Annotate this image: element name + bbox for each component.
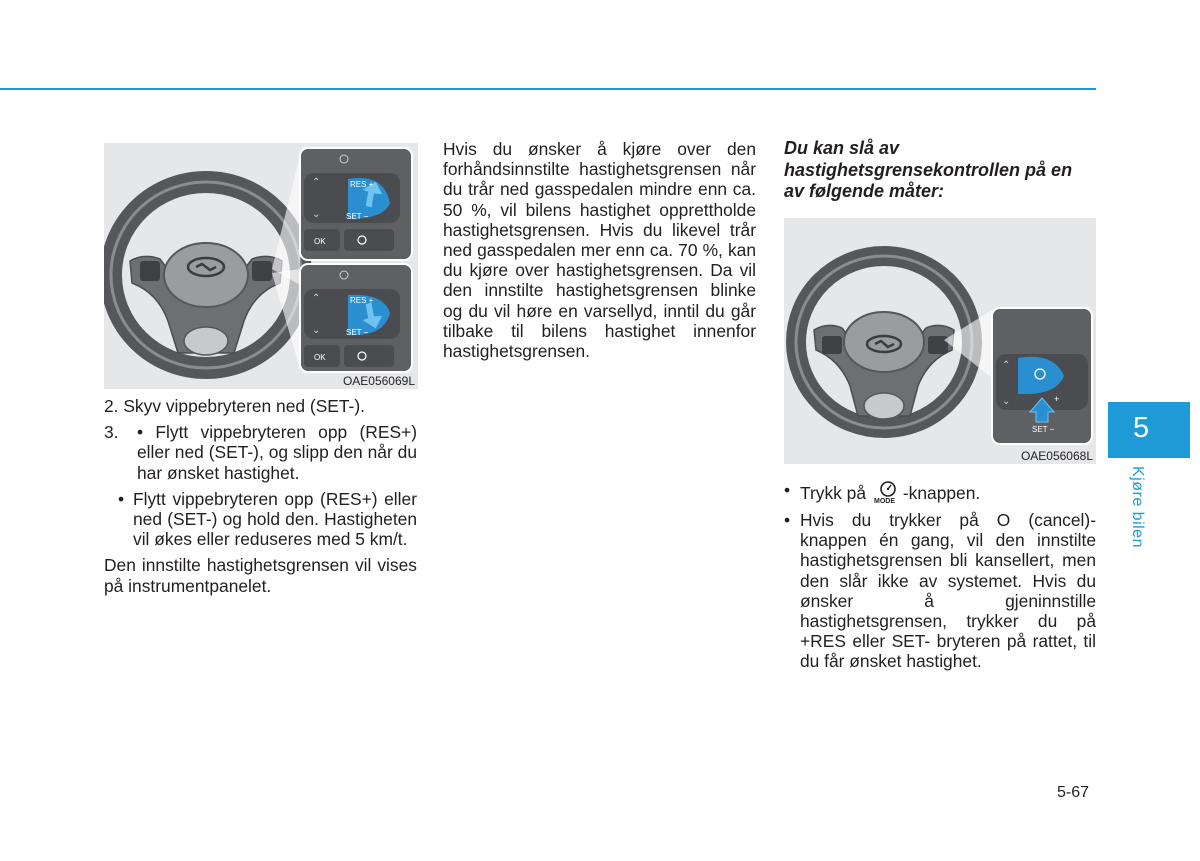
- svg-text:SET −: SET −: [346, 328, 369, 337]
- bullet: •: [784, 510, 791, 530]
- svg-text:SET −: SET −: [346, 212, 369, 221]
- list-item: [784, 480, 1096, 504]
- figure-code: OAE056069L: [342, 374, 415, 388]
- steering-wheel-illustration: [104, 143, 418, 389]
- step-2: 2. Skyv vippebryteren ned (SET-).: [104, 396, 365, 416]
- switch-inset: [992, 308, 1092, 444]
- svg-text:SET −: SET −: [1032, 425, 1055, 434]
- mode-label: MODE: [873, 498, 895, 504]
- svg-text:RES +: RES +: [350, 180, 374, 189]
- step-3-sub-item: [104, 489, 417, 550]
- bullet: •: [118, 488, 125, 509]
- steering-wheel-illustration: [784, 218, 1096, 464]
- svg-text:RES +: RES +: [350, 296, 374, 305]
- section-heading: Du kan slå av hastighetsgrensekontrollen på en av følgende måter:: [784, 138, 1073, 201]
- chapter-number: 5: [1133, 412, 1150, 444]
- steering-wheel-figure-right: [784, 218, 1096, 464]
- steering-wheel-figure-left: [104, 143, 418, 389]
- svg-text:OK: OK: [314, 353, 326, 362]
- step-3-sub-text: Flytt vippebryteren opp (RES+) eller ned (SET-) og hold den. Hastigheten vil økes eller reduseres med 5 km/t.: [133, 488, 417, 550]
- note-text: Den innstilte hastighetsgrensen vil vises på instrumentpanelet.: [104, 555, 417, 596]
- bullet-1-pre: Trykk på: [800, 483, 867, 503]
- chapter-title: Kjøre bilen: [1129, 466, 1146, 548]
- svg-text:⌄: ⌄: [312, 209, 321, 220]
- svg-text:⌄: ⌄: [1002, 396, 1011, 407]
- switch-inset-top: [300, 148, 412, 260]
- step-3: [104, 422, 417, 483]
- svg-text:⌄: ⌄: [312, 325, 321, 336]
- list-item: [784, 510, 1096, 672]
- svg-text:⌃: ⌃: [312, 177, 321, 188]
- svg-text:⌃: ⌃: [1002, 360, 1011, 371]
- body-paragraph: Hvis du ønsker å kjøre over den forhåndsinnstilte hastighetsgrensen når du trår ned gasspedalen mindre enn ca. 50 %, vil bilens hastighet opprettholde hastighetsgrensen. Hvis du likevel trår ned gasspedalen mer enn ca. 70 %, kan du kjøre over hastighetsgrensen. Da vil den innstilte hastighetsgrensen blinke og du vil høre en varsellyd, inntil du går tilbake til bilens hastighet innenfor hastighetsgrensen.: [443, 139, 756, 362]
- step-3-number: 3.: [104, 422, 119, 443]
- chapter-tab: [1108, 402, 1190, 458]
- column-right: [784, 480, 1096, 678]
- column-left: [104, 396, 417, 596]
- bullet: •: [784, 480, 791, 500]
- svg-text:+: +: [1054, 394, 1060, 404]
- switch-inset-bottom: [300, 264, 412, 372]
- svg-text:⌃: ⌃: [312, 293, 321, 304]
- svg-text:OK: OK: [314, 237, 326, 246]
- step-3-text: • Flytt vippebryteren opp (RES+) eller ned (SET-), og slipp den når du har ønsket hastighet.: [137, 422, 417, 483]
- column-middle: [443, 139, 756, 361]
- header-rule: [0, 88, 1096, 90]
- mode-button-icon: [871, 480, 903, 504]
- bullet-1-post: -knappen.: [902, 483, 981, 503]
- page-number: 5-67: [1057, 784, 1090, 801]
- figure-code: OAE056068L: [1020, 449, 1093, 463]
- bullet-2-text: Hvis du trykker på O (cancel)-knappen én gang, vil den innstilte hastighetsgrensen bli kansellert, men den slår ikke av systemet. Hvis du ønsker å gjeninnstille hastighetsgrensen, trykker du på +RES eller SET- bryteren på rattet, til du får ønsket hastighet.: [800, 510, 1096, 672]
